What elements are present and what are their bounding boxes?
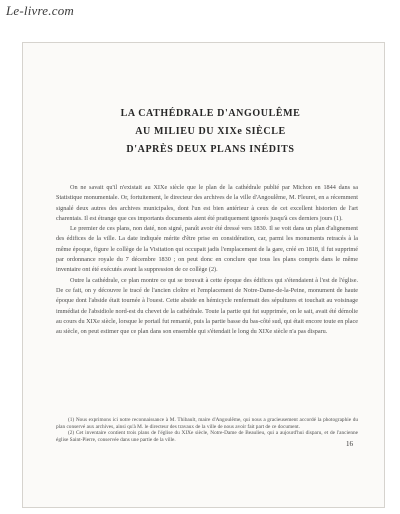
document-page <box>22 42 385 508</box>
page-number: 16 <box>346 440 353 448</box>
title-line-2: AU MILIEU DU XIXe SIÈCLE <box>135 126 286 137</box>
footnotes <box>56 417 358 443</box>
footnote-1: (1) Nous exprimons ici notre reconnaissance à M. Thibault, maire d'Angoulême, qui nous a gracieusement accordé la photographie du plan conservé aux archives, ainsi qu'à M. le directeur des travaux de la ville de nous avoir fait part de ce document. <box>56 417 358 430</box>
article-body <box>56 183 358 337</box>
article-title <box>23 105 384 159</box>
title-line-1: LA CATHÉDRALE D'ANGOULÊME <box>120 108 301 119</box>
paragraph-1: On ne savait qu'il n'existait au XIXe siècle que le plan de la cathédrale publié par Michon en 1844 dans sa Statistique monumentale. Or, fortuitement, le directeur des archives de la ville d'Angoulême, M. Fleuret, en a récemment signalé deux autres des archives municipales, dont l'un est bien antérieur à ceux de cet excellent historien de l'art charentais. Il est étrange que ces importants documents aient été pratiquement ignorés jusqu'à ces derniers jours (1). <box>56 184 358 222</box>
title-line-3: D'APRÈS DEUX PLANS INÉDITS <box>126 144 295 155</box>
footnote-2: (2) Cet inventaire contient trois plans de l'église du XIXe siècle, Notre-Dame de Beaulieu, qui a aujourd'hui disparu, et de l'ancienne église Saint-Pierre, conservée dans une partie de la ville. <box>56 430 358 443</box>
watermark: Le-livre.com <box>6 3 74 18</box>
paragraph-3: Outre la cathédrale, ce plan montre ce qui se trouvait à cette époque des édifices qui s'étendaient à l'est de l'église. De ce fait, on y découvre le tracé de l'ancien cloître et l'emplacement de Notre-Dame-de-la-Peine, monument de haute époque dont l'abside était tournée à l'ouest. Cette abside en hémicycle renfermait des sépultures et touchait au voisinage immédiat de l'absidiole nord-est du chevet de la cathédrale. Toute la partie qui fut supprimée, on le sait, avait été démolie au cours du XIXe siècle, lorsque le portail fut remanié, puis la partie basse du bas-côté sud, qui était encore toute en place au siècle, on peut estimer que ce plan dans son ensemble qui s'étendait le long du XIXe siècle n'a pas disparu. <box>56 276 358 336</box>
paragraph-2: Le premier de ces plans, non daté, non signé, paraît avoir été dressé vers 1830. Il se voit dans un plan d'alignement des édifices de la ville. La date indiquée mérite d'être prise en considération, car, parmi les monuments retracés à la même époque, figure le collège de la Visitation qui occupait jadis l'emplacement de la gare, créé en 1818, il fut supprimé par ordonnance royale du 7 décembre 1830 ; on peut donc en conclure que tous les plans compris dans le même inventaire ont été exécutés avant la suppression de ce collège (2). <box>56 225 358 274</box>
